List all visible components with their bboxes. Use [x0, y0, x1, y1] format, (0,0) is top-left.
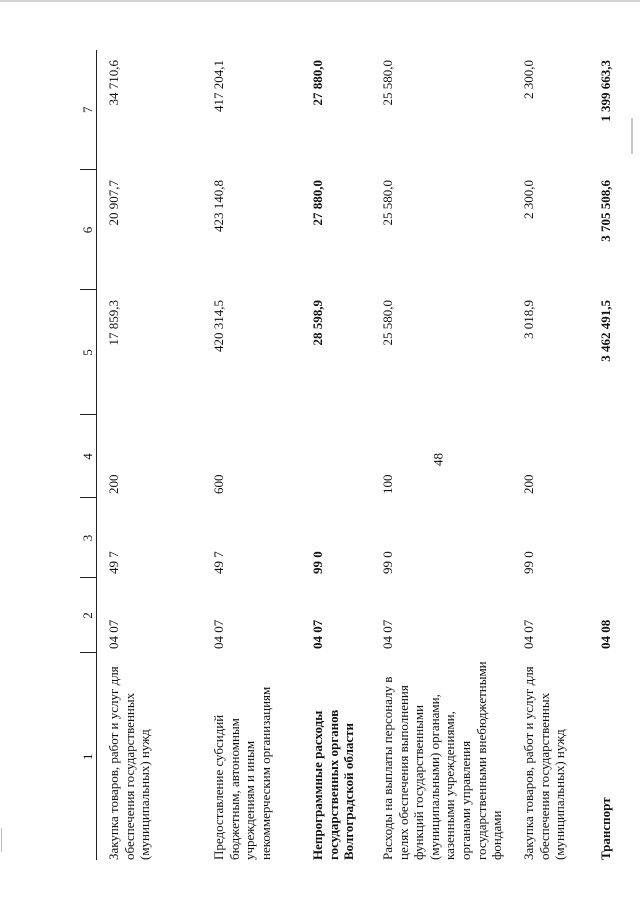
row-value6: 2 300,0 [521, 180, 536, 219]
row-value7: 27 880,0 [310, 60, 325, 106]
row-value5: 3 018,9 [521, 300, 536, 339]
row-value5: 3 462 491,5 [598, 300, 613, 362]
row-kind [589, 415, 628, 498]
row-value6: 20 907,7 [106, 180, 121, 226]
table-row [202, 50, 301, 860]
row-value6: 3 705 508,6 [598, 180, 613, 242]
scan-edge-mark [1, 828, 2, 852]
row-value5: 17 859,3 [106, 300, 121, 346]
row-value6: 25 580,0 [380, 180, 395, 226]
header-row [80, 50, 97, 860]
budget-table-container [80, 50, 613, 860]
table-row [512, 50, 589, 860]
row-kind: 600 [211, 474, 226, 494]
row-kind: 200 [521, 474, 536, 494]
row-value7: 417 204,1 [211, 60, 226, 112]
page-number: 48 [430, 453, 446, 466]
row-section: 04 07 [380, 619, 395, 649]
row-target: 99 0 [310, 551, 325, 574]
row-target: 99 0 [380, 551, 395, 574]
row-value7: 2 300,0 [521, 60, 536, 99]
row-target [589, 498, 628, 578]
row-value7: 25 580,0 [380, 60, 395, 106]
row-target: 99 0 [521, 551, 536, 574]
row-value7: 1 399 663,3 [598, 60, 613, 122]
header-col-value6: 6 [80, 170, 97, 290]
row-section: 04 07 [310, 619, 325, 649]
header-col-target: 3 [80, 498, 97, 578]
header-col-kind: 4 [80, 415, 97, 498]
row-value7: 34 710,6 [106, 60, 121, 106]
row-kind: 200 [106, 474, 121, 494]
row-name: Предоставление субсидий бюджетным, автономным учреждениям и иным некоммерческим организациям [211, 686, 273, 860]
table-row [97, 50, 203, 860]
scan-edge-mark [631, 118, 633, 154]
row-section: 04 07 [521, 619, 536, 649]
budget-table [80, 50, 628, 860]
row-value5: 28 598,9 [310, 300, 325, 346]
row-section: 04 07 [211, 619, 226, 649]
row-target: 49 7 [211, 551, 226, 574]
row-target: 49 7 [106, 551, 121, 574]
table-row [589, 50, 628, 860]
row-value6: 27 880,0 [310, 180, 325, 226]
row-section: 04 07 [106, 619, 121, 649]
header-col-value7: 7 [80, 50, 97, 170]
table-row [301, 50, 371, 860]
header-col-section: 2 [80, 578, 97, 653]
row-kind [301, 415, 371, 498]
table-row [371, 50, 512, 860]
row-name: Непрограммные расходы государственных органов Волгоградской области [310, 709, 357, 860]
scan-top-edge [0, 0, 640, 2]
table-header [80, 50, 97, 860]
row-name: Закупка товаров, работ и услуг для обеспечения государственных (муниципальных) нужд [106, 666, 153, 860]
row-name: Транспорт [598, 797, 613, 860]
header-col-value5: 5 [80, 290, 97, 415]
header-col-name: 1 [80, 653, 97, 860]
row-name: Закупка товаров, работ и услуг для обеспечения государственных (муниципальных) нужд [521, 666, 568, 860]
row-value5: 25 580,0 [380, 300, 395, 346]
row-kind: 100 [380, 474, 395, 494]
row-value6: 423 140,8 [211, 180, 226, 232]
row-value5: 420 314,5 [211, 300, 226, 352]
table-body [97, 50, 629, 860]
row-name: Расходы на выплаты персоналу в целях обеспечения выполнения функций государственными (муниципальными) органами, казенными учреждениями, органами управления государственными внебюджетными фондами [380, 661, 505, 860]
row-section: 04 08 [598, 619, 613, 649]
